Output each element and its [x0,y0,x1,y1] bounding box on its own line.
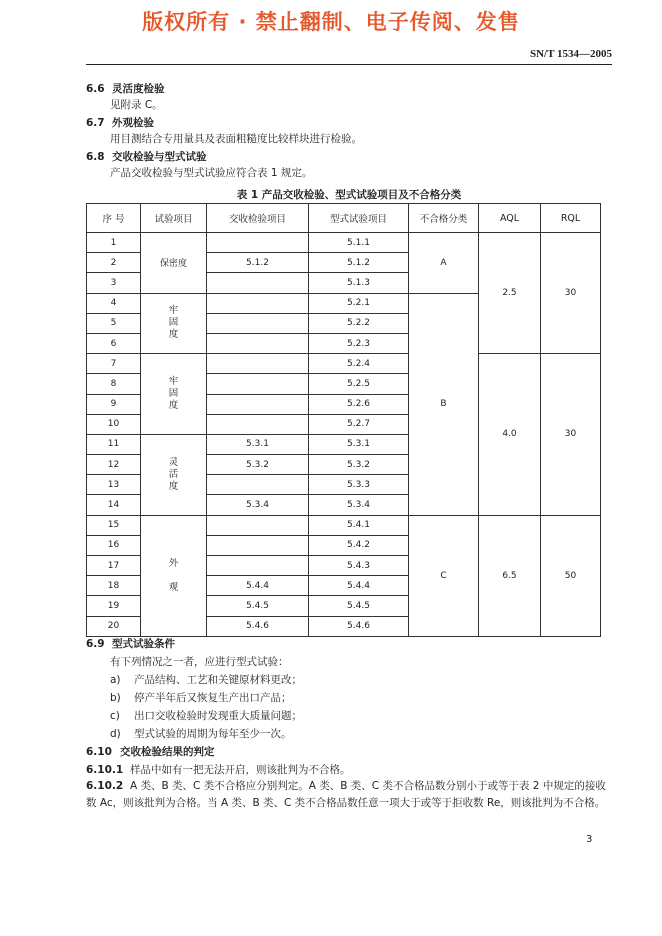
section-6-10-2 [86,778,612,812]
acceptance-item [207,333,309,353]
aql-value: 2.5 [479,233,541,354]
section-6-9-heading [86,637,175,651]
section-title: 外观检验 [112,117,154,129]
header-cell: 不合格分类 [409,204,479,233]
type-test-item: 5.4.4 [309,576,409,596]
header-cell: AQL [479,204,541,233]
list-text: 产品结构、工艺和关键原材料更改； [134,674,302,686]
rql-value: 50 [541,515,601,636]
acceptance-item: 5.3.4 [207,495,309,515]
row-number: 16 [87,535,141,555]
section-6-10-1 [86,763,351,777]
test-item-char: 观 [168,581,179,593]
row-number: 15 [87,515,141,535]
table-caption: 表 1 产品交收检验、型式试验项目及不合格分类 [236,189,462,201]
row-number: 6 [87,333,141,353]
row-number: 10 [87,414,141,434]
type-test-item: 5.3.3 [309,475,409,495]
row-number: 5 [87,313,141,333]
acceptance-item [207,394,309,414]
acceptance-item [207,313,309,333]
table-row [87,515,601,535]
section-6-7-body: 用目测结合专用量具及表面粗糙度比较样块进行检验。 [110,133,362,145]
type-test-item: 5.2.7 [309,414,409,434]
row-number: 12 [87,455,141,475]
type-test-item: 5.2.6 [309,394,409,414]
type-test-item: 5.2.3 [309,333,409,353]
type-test-item: 5.4.5 [309,596,409,616]
list-item [110,691,292,705]
section-6-9-intro: 有下列情况之一者，应进行型式试验： [110,656,289,668]
list-text: 出口交收检验时发现重大质量问题； [134,710,302,722]
acceptance-item [207,414,309,434]
inspection-table [86,203,601,637]
section-6-6-body: 见附录 C。 [110,99,163,111]
section-6-10-heading [86,745,215,759]
row-number: 18 [87,576,141,596]
list-item [110,673,302,687]
rql-value: 30 [541,233,601,354]
row-number: 1 [87,233,141,253]
acceptance-item: 5.3.2 [207,455,309,475]
list-label: d) [110,728,121,740]
test-item-cell [141,515,207,636]
row-number: 19 [87,596,141,616]
acceptance-item [207,374,309,394]
row-number: 2 [87,253,141,273]
acceptance-item [207,535,309,555]
section-number: 6.6 [86,83,105,95]
type-test-item: 5.4.2 [309,535,409,555]
clause-number: 6.10.1 [86,764,124,776]
copyright-banner: 版权所有 · 禁止翻制、电子传阅、发售 [142,10,520,34]
type-test-item: 5.2.2 [309,313,409,333]
list-item [110,727,292,741]
acceptance-item: 5.4.6 [207,616,309,636]
acceptance-item [207,515,309,535]
acceptance-item: 5.1.2 [207,253,309,273]
section-title: 交收检验与型式试验 [112,151,207,163]
section-6-8-heading [86,150,207,164]
list-label: c) [110,710,120,722]
nonconformity-class: B [409,293,479,515]
row-number: 3 [87,273,141,293]
section-number: 6.7 [86,117,105,129]
type-test-item: 5.3.1 [309,434,409,454]
table-header-row [87,204,601,233]
row-number: 7 [87,354,141,374]
page-number: 3 [586,834,593,845]
type-test-item: 5.2.4 [309,354,409,374]
nonconformity-class: A [409,233,479,294]
header-cell: 序 号 [87,204,141,233]
row-number: 8 [87,374,141,394]
test-item-vertical [169,558,179,594]
list-text: 停产半年后又恢复生产出口产品； [134,692,292,704]
test-item-cell [141,354,207,435]
table-row [87,354,601,374]
test-item-vertical: 灵活度 [168,456,179,492]
test-item-cell [141,434,207,515]
type-test-item: 5.4.3 [309,556,409,576]
aql-value: 6.5 [479,515,541,636]
section-title: 型式试验条件 [112,638,175,650]
clause-text: 样品中如有一把无法开启，则该批判为不合格。 [130,764,351,776]
section-number: 6.9 [86,638,105,650]
test-item-cell: 保密度 [141,233,207,294]
type-test-item: 5.1.1 [309,233,409,253]
acceptance-item [207,273,309,293]
rql-value: 30 [541,354,601,516]
test-item-char: 外 [168,557,179,569]
type-test-item: 5.2.5 [309,374,409,394]
acceptance-item: 5.4.4 [207,576,309,596]
type-test-item: 5.3.4 [309,495,409,515]
acceptance-item [207,475,309,495]
type-test-item: 5.2.1 [309,293,409,313]
list-label: a) [110,674,121,686]
clause-number: 6.10.2 [86,780,124,792]
test-item-cell [141,293,207,354]
section-6-8-body: 产品交收检验与型式试验应符合表 1 规定。 [110,167,313,179]
type-test-item: 5.4.6 [309,616,409,636]
type-test-item: 5.1.2 [309,253,409,273]
test-item-vertical: 牢固度 [168,305,179,341]
aql-value: 4.0 [479,354,541,516]
section-title: 交收检验结果的判定 [120,746,215,758]
row-number: 14 [87,495,141,515]
table-row [87,233,601,253]
test-item-vertical: 牢固度 [168,376,179,411]
acceptance-item [207,233,309,253]
section-6-7-heading [86,116,154,130]
standard-number: SN/T 1534—2005 [529,48,612,60]
type-test-item: 5.4.1 [309,515,409,535]
row-number: 13 [87,475,141,495]
row-number: 17 [87,556,141,576]
row-number: 9 [87,394,141,414]
clause-text: A 类、B 类、C 类不合格应分别判定。A 类、B 类、C 类不合格品数分别小于或等于表 2 中规定的接收数 Ac，则该批判为合格。当 A 类、B 类、C 类不合格品数任意一项大于或等于拒收数 Re，则该批判为不合格。 [86,780,606,809]
list-item [110,709,302,723]
row-number: 4 [87,293,141,313]
acceptance-item [207,354,309,374]
acceptance-item: 5.3.1 [207,434,309,454]
acceptance-item [207,293,309,313]
header-rule [86,64,612,65]
section-title: 灵活度检验 [112,83,165,95]
acceptance-item [207,556,309,576]
row-number: 11 [87,434,141,454]
type-test-item: 5.3.2 [309,455,409,475]
header-cell: 试验项目 [141,204,207,233]
type-test-item: 5.1.3 [309,273,409,293]
header-cell: 交收检验项目 [207,204,309,233]
acceptance-item: 5.4.5 [207,596,309,616]
header-cell: RQL [541,204,601,233]
section-number: 6.8 [86,151,105,163]
section-6-6-heading [86,82,165,96]
list-text: 型式试验的周期为每年至少一次。 [134,728,292,740]
row-number: 20 [87,616,141,636]
header-cell: 型式试验项目 [309,204,409,233]
section-number: 6.10 [86,746,112,758]
list-label: b) [110,692,121,704]
nonconformity-class: C [409,515,479,636]
